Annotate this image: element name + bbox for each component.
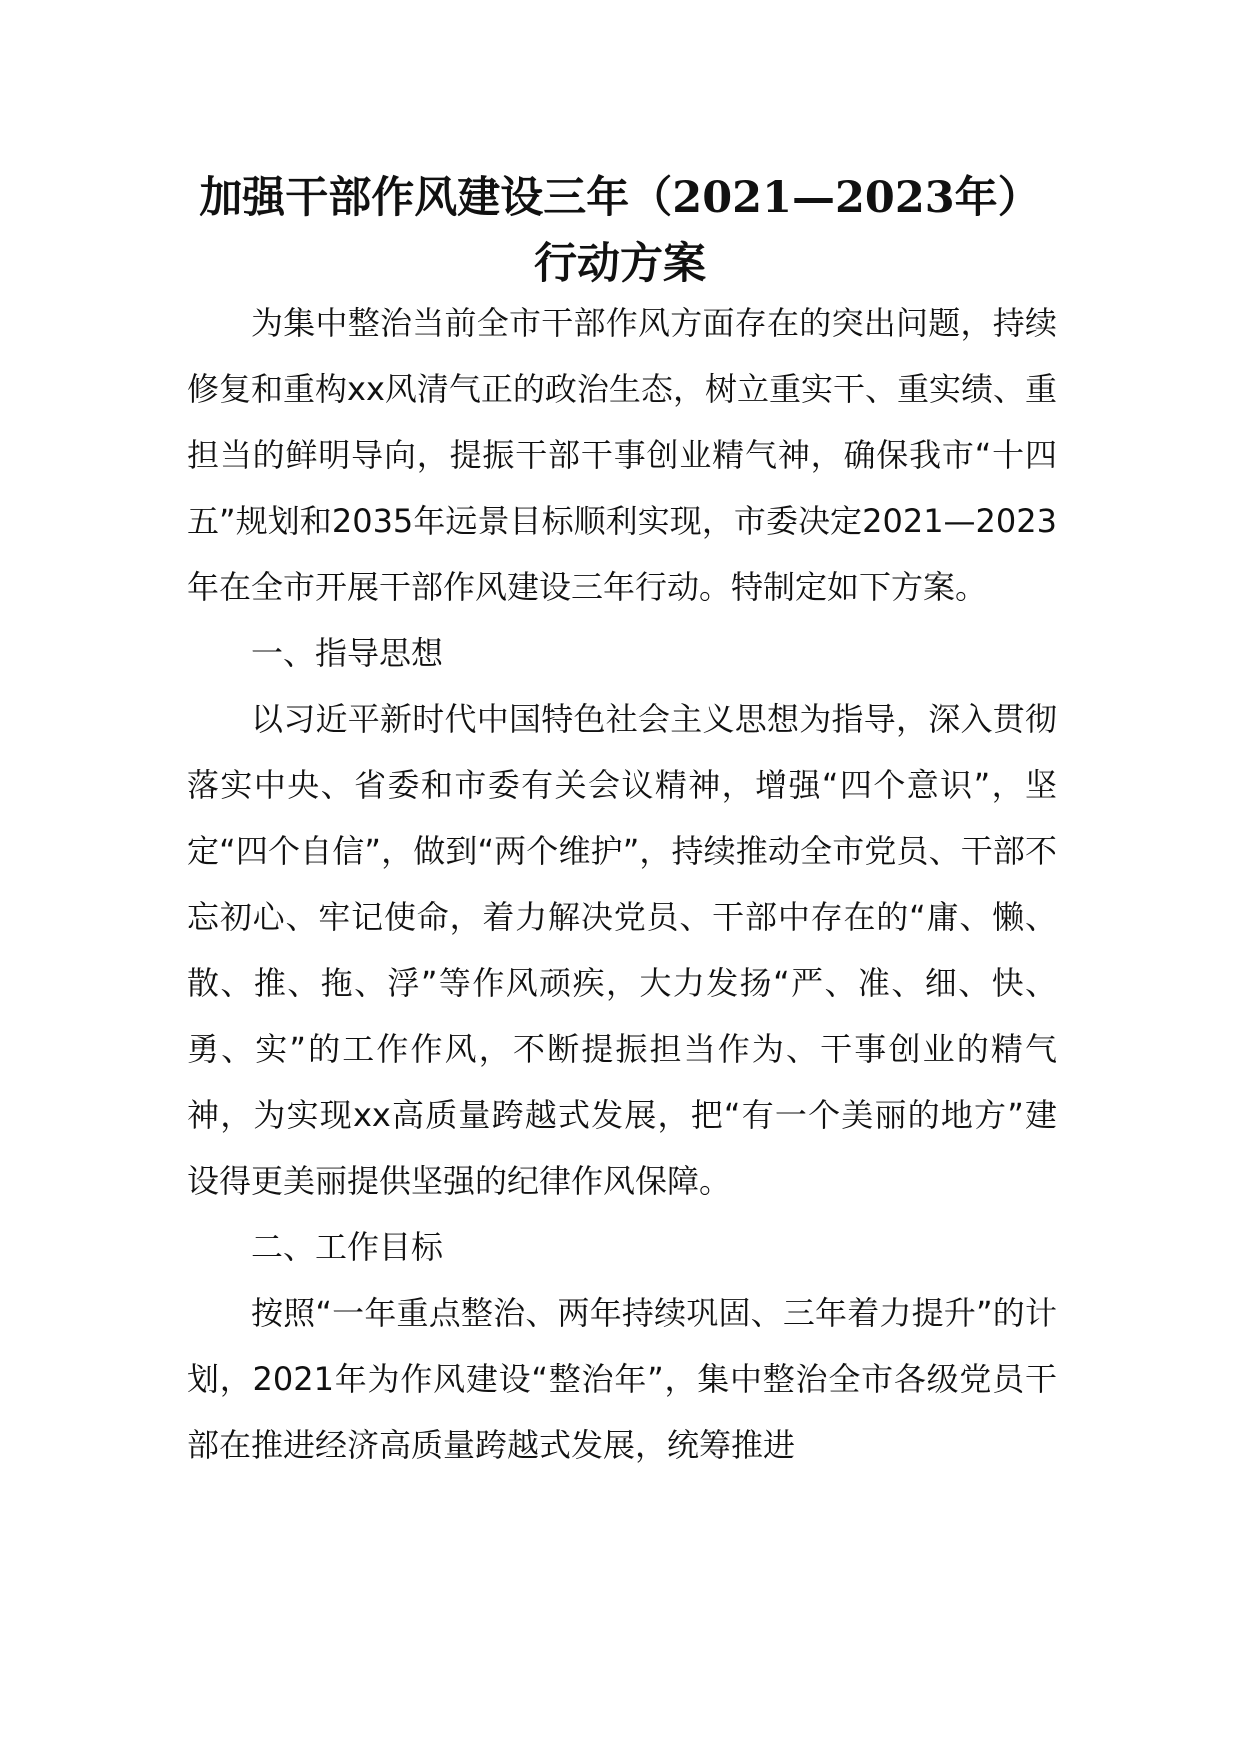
document-title-line-1: 加强干部作风建设三年（2021—2023年） [199,173,1041,223]
section-heading-work-goals: 二、工作目标 [251,1228,444,1266]
section-heading-guiding-ideology: 一、指导思想 [251,634,444,672]
work-goals-paragraph: 按照“一年重点整治、两年持续巩固、三年着力提升”的计划，2021年为作风建设“整治年”，集中整治全市各级党员干部在推进经济高质量跨越式发展，统筹推进 [187,1294,1057,1464]
document-body [187,290,1057,1478]
guiding-ideology-paragraph: 以习近平新时代中国特色社会主义思想为指导，深入贯彻落实中央、省委和市委有关会议精神，增强“四个意识”，坚定“四个自信”，做到“两个维护”，持续推动全市党员、干部不忘初心、牢记使命，着力解决党员、干部中存在的“庸、懒、散、推、拖、浮”等作风顽疾，大力发扬“严、准、细、快、勇、实”的工作作风，不断提振担当作为、干事创业的精气神，为实现xx高质量跨越式发展，把“有一个美丽的地方”建设得更美丽提供坚强的纪律作风保障。 [187,700,1057,1200]
document-title-line-2: 行动方案 [534,239,706,289]
intro-paragraph: 为集中整治当前全市干部作风方面存在的突出问题，持续修复和重构xx风清气正的政治生态，树立重实干、重实绩、重担当的鲜明导向，提振干部干事创业精气神，确保我市“十四五”规划和2035年远景目标顺利实现，市委决定2021—2023年在全市开展干部作风建设三年行动。特制定如下方案。 [187,304,1057,606]
